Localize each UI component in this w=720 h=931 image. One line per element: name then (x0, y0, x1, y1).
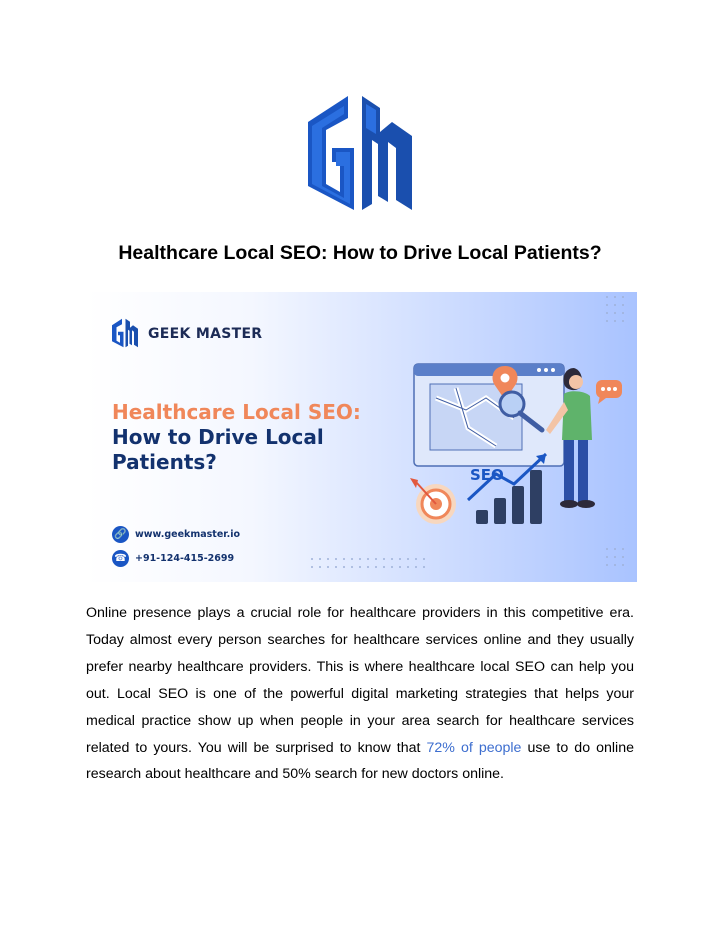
banner-headline-line1: Healthcare Local SEO: (112, 400, 361, 424)
banner-brand (110, 317, 262, 351)
body-paragraph-part2: use to do online research about healthcare and 50% search for new doctors online. (86, 739, 634, 783)
link-icon: 🔗 (112, 526, 129, 543)
phone-icon: ☎ (112, 550, 129, 567)
hero-banner (86, 292, 637, 582)
banner-headline (112, 400, 361, 475)
decor-dots-top (606, 296, 634, 324)
document-title: Healthcare Local SEO: How to Drive Local Patients? (118, 242, 602, 264)
decor-dots-right (606, 548, 634, 578)
decor-dots-bottom (311, 558, 471, 578)
seo-label: SEO (470, 466, 504, 484)
banner-headline-line3: Patients? (112, 450, 217, 474)
banner-phone-text: +91-124-415-2699 (135, 553, 235, 564)
banner-website (112, 526, 240, 543)
banner-headline-line2: How to Drive Local (112, 425, 324, 449)
gm-small-logo-icon (110, 317, 140, 351)
banner-brand-name: GEEK MASTER (148, 326, 263, 342)
body-paragraph (86, 600, 634, 788)
seo-illustration (406, 358, 631, 538)
banner-website-text: www.geekmaster.io (135, 529, 241, 540)
statistic-link[interactable]: 72% of people (426, 739, 522, 756)
gm-monogram-icon (300, 92, 420, 222)
banner-phone (112, 550, 234, 567)
body-paragraph-part1: Online presence plays a crucial role for healthcare providers in this competitive era. Today almost every person searches for healthcare services online and they usually prefer nearby healthcare providers. This is where healthcare local SEO can help you out. Local SEO is one of the powerful digital marketing strategies that helps your medical practice show up when people in your area search for healthcare services related to yours. You will be surprised to know that (86, 605, 634, 756)
